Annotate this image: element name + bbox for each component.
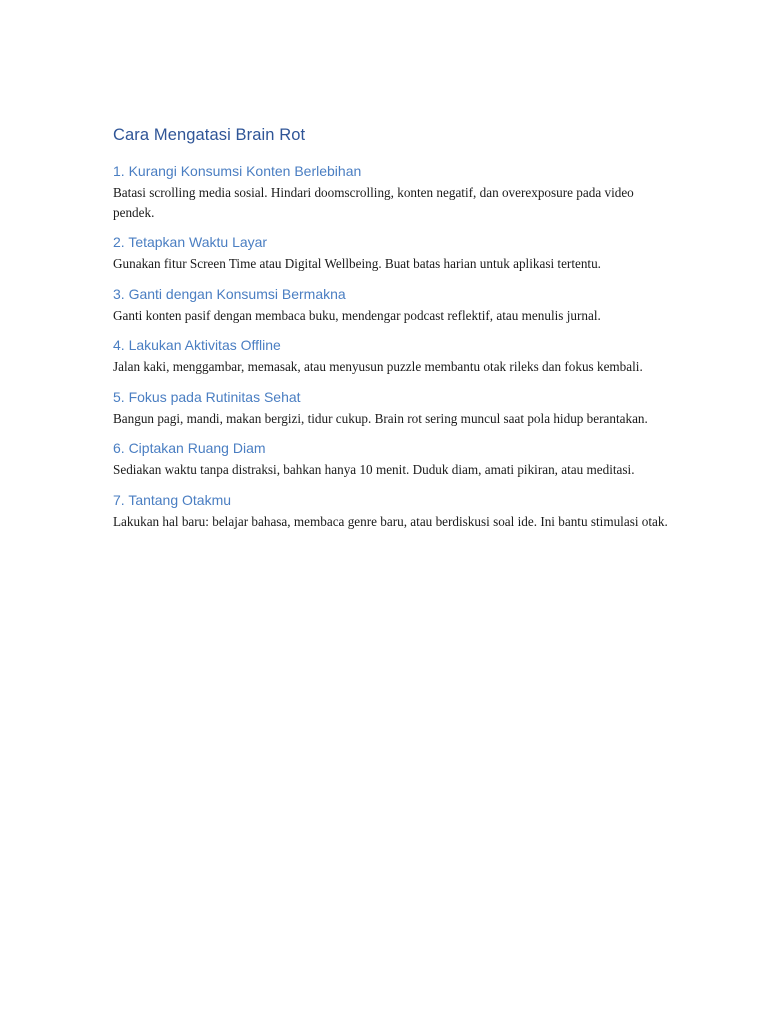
- section-body: Batasi scrolling media sosial. Hindari doomscrolling, konten negatif, dan overexposure pada video pendek.: [113, 185, 634, 220]
- section-3: [113, 284, 668, 326]
- section-heading: 7. Tantang Otakmu: [113, 491, 232, 508]
- section-5: [113, 387, 668, 429]
- section-heading: 1. Kurangi Konsumsi Konten Berlebihan: [113, 163, 362, 179]
- section-2: [113, 232, 668, 274]
- section-body: Bangun pagi, mandi, makan bergizi, tidur cukup. Brain rot sering muncul saat pola hidup berantakan.: [113, 410, 648, 426]
- document-page: [113, 123, 668, 541]
- document-title: Cara Mengatasi Brain Rot: [113, 126, 306, 144]
- section-7: [113, 490, 668, 532]
- section-body: Jalan kaki, menggambar, memasak, atau menyusun puzzle membantu otak rileks dan fokus kembali.: [113, 359, 643, 374]
- section-heading: 3. Ganti dengan Konsumsi Bermakna: [113, 285, 346, 302]
- section-1: [113, 161, 668, 222]
- section-heading: 6. Ciptakan Ruang Diam: [113, 440, 266, 456]
- section-body: Ganti konten pasif dengan membaca buku, mendengar podcast reflektif, atau menulis jurnal.: [113, 307, 601, 323]
- section-heading: 2. Tetapkan Waktu Layar: [113, 234, 268, 250]
- section-body: Gunakan fitur Screen Time atau Digital Wellbeing. Buat batas harian untuk aplikasi tertentu.: [113, 256, 601, 271]
- section-body: Sediakan waktu tanpa distraksi, bahkan hanya 10 menit. Duduk diam, amati pikiran, atau meditasi.: [113, 462, 635, 477]
- section-4: [113, 335, 668, 377]
- section-heading: 5. Fokus pada Rutinitas Sehat: [113, 388, 301, 405]
- section-heading: 4. Lakukan Aktivitas Offline: [113, 337, 281, 353]
- section-6: [113, 438, 668, 480]
- section-body: Lakukan hal baru: belajar bahasa, membaca genre baru, atau berdiskusi soal ide. Ini bantu stimulasi otak.: [113, 513, 668, 529]
